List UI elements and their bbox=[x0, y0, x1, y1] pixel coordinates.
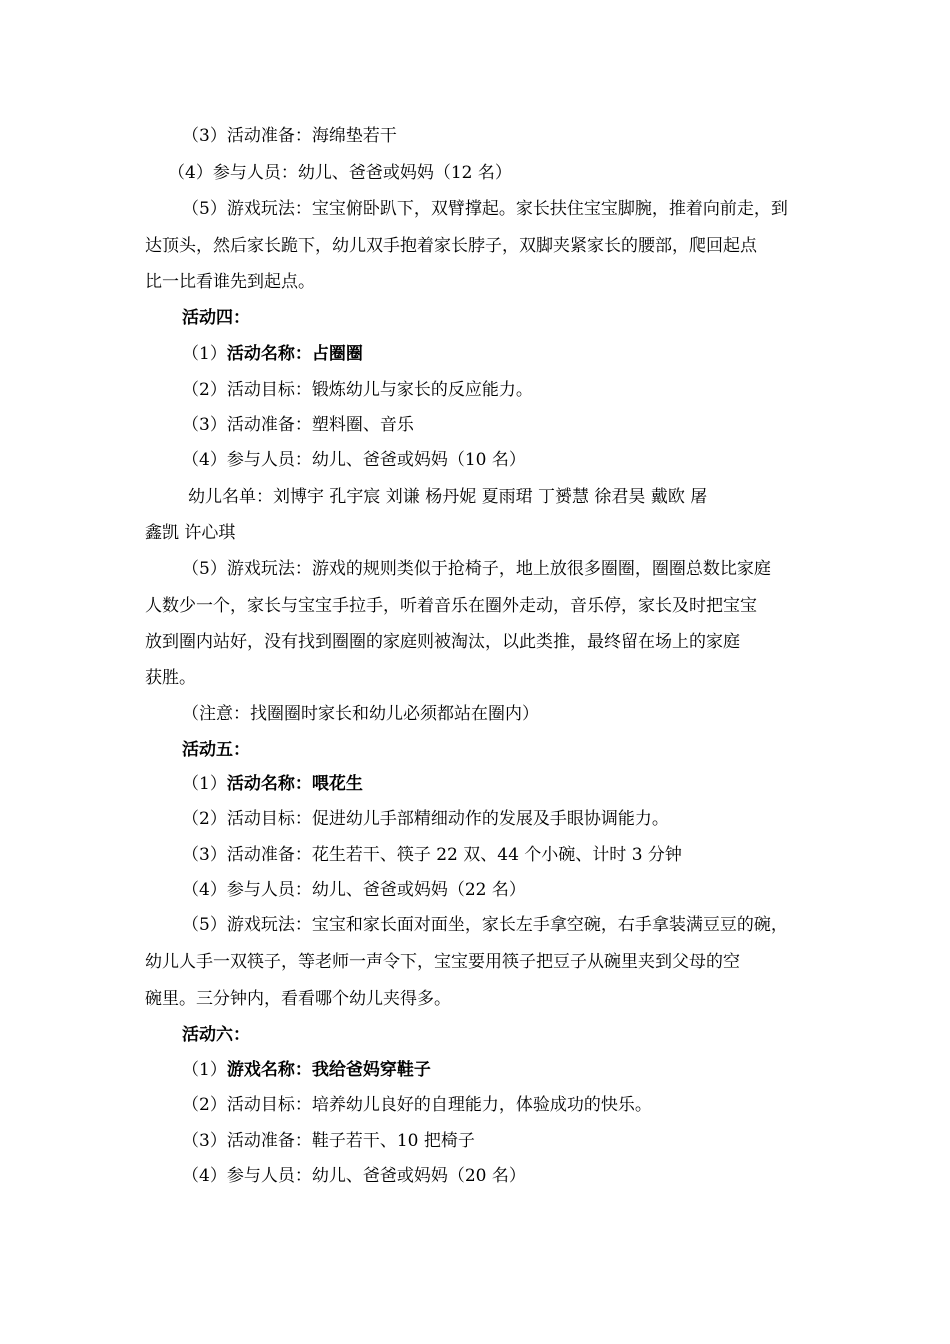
activity-name: 游戏名称：我给爸妈穿鞋子 bbox=[226, 1060, 431, 1080]
text-line: 碗里。三分钟内，看看哪个幼儿夹得多。 bbox=[145, 989, 451, 1009]
item-number: （1） bbox=[182, 344, 227, 364]
note-line: （注意：找圈圈时家长和幼儿必须都站在圈内） bbox=[182, 704, 539, 724]
text-line: 达顶头，然后家长跪下，幼儿双手抱着家长脖子，双脚夹紧家长的腰部，爬回起点 bbox=[145, 236, 757, 256]
text-line: （2）活动目标：培养幼儿良好的自理能力，体验成功的快乐。 bbox=[182, 1095, 652, 1115]
text-line bbox=[182, 1058, 431, 1082]
text-line: （4）参与人员：幼儿、爸爸或妈妈（12 名） bbox=[168, 163, 512, 183]
text-line: （3）活动准备：花生若干、筷子 22 双、44 个小碗、计时 3 分钟 bbox=[182, 845, 682, 865]
item-number: （1） bbox=[182, 1060, 227, 1080]
text-line: （5）游戏玩法：游戏的规则类似于抢椅子，地上放很多圈圈，圈圈总数比家庭 bbox=[182, 559, 771, 579]
text-line: （5）游戏玩法：宝宝和家长面对面坐，家长左手拿空碗，右手拿装满豆豆的碗， bbox=[182, 915, 788, 935]
text-line: （3）活动准备：海绵垫若干 bbox=[182, 126, 397, 146]
text-line: （4）参与人员：幼儿、爸爸或妈妈（20 名） bbox=[182, 1166, 526, 1186]
text-line: 幼儿人手一双筷子，等老师一声令下，宝宝要用筷子把豆子从碗里夹到父母的空 bbox=[145, 952, 740, 972]
text-line: （4）参与人员：幼儿、爸爸或妈妈（22 名） bbox=[182, 880, 526, 900]
child-list: 鑫凯 许心琪 bbox=[145, 523, 236, 543]
text-line: （2）活动目标：促进幼儿手部精细动作的发展及手眼协调能力。 bbox=[182, 809, 669, 829]
text-line: 放到圈内站好，没有找到圈圈的家庭则被淘汰，以此类推，最终留在场上的家庭 bbox=[145, 632, 740, 652]
child-list: 幼儿名单：刘博宇 孔宇宸 刘谦 杨丹妮 夏雨珺 丁赟慧 徐君昊 戴欧 屠 bbox=[188, 487, 708, 507]
section-heading: 活动五： bbox=[182, 740, 250, 760]
text-line: （2）活动目标：锻炼幼儿与家长的反应能力。 bbox=[182, 380, 533, 400]
text-line: 人数少一个，家长与宝宝手拉手，听着音乐在圈外走动，音乐停，家长及时把宝宝 bbox=[145, 596, 757, 616]
text-line: （3）活动准备：鞋子若干、10 把椅子 bbox=[182, 1131, 475, 1151]
item-number: （1） bbox=[182, 774, 227, 794]
text-line bbox=[182, 772, 363, 796]
text-line: （3）活动准备：塑料圈、音乐 bbox=[182, 415, 414, 435]
text-line: 比一比看谁先到起点。 bbox=[145, 272, 315, 292]
text-line: （5）游戏玩法：宝宝俯卧趴下，双臂撑起。家长扶住宝宝脚腕，推着向前走，到 bbox=[182, 199, 788, 219]
activity-name: 活动名称：喂花生 bbox=[226, 774, 363, 794]
text-line: （4）参与人员：幼儿、爸爸或妈妈（10 名） bbox=[182, 450, 526, 470]
activity-name: 活动名称：占圈圈 bbox=[226, 344, 363, 364]
text-line: 获胜。 bbox=[145, 668, 196, 688]
section-heading: 活动四： bbox=[182, 308, 250, 328]
text-line bbox=[182, 342, 363, 366]
section-heading: 活动六： bbox=[182, 1025, 250, 1045]
